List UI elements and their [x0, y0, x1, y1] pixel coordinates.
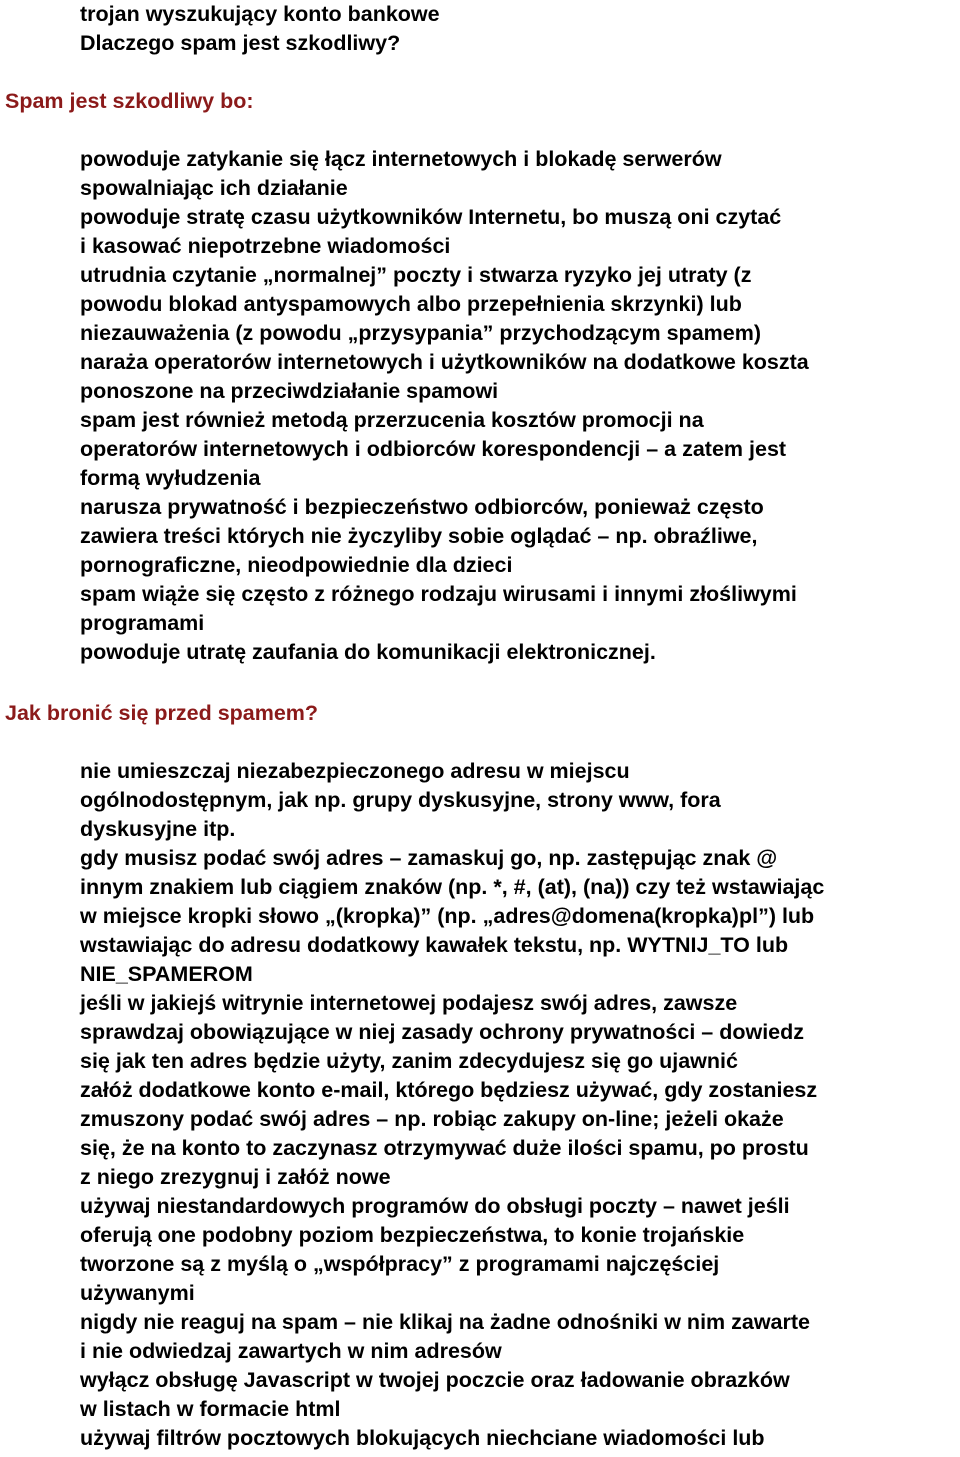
paragraph-line: w listach w formacie html	[80, 1397, 341, 1421]
paragraph-line: tworzone są z myślą o „współpracy” z programami najczęściej	[80, 1252, 720, 1276]
section-heading-how-to-defend: Jak bronić się przed spamem?	[5, 701, 319, 725]
paragraph-line: zmuszony podać swój adres – np. robiąc zakupy on-line; jeżeli okaże	[80, 1107, 784, 1131]
paragraph-line: pornograficzne, nieodpowiednie dla dzieci	[80, 553, 513, 577]
paragraph-line: powoduje stratę czasu użytkowników Internetu, bo muszą oni czytać	[80, 205, 782, 229]
paragraph-line: spowalniając ich działanie	[80, 176, 348, 200]
intro-line: trojan wyszukujący konto bankowe	[80, 2, 440, 26]
paragraph-line: załóż dodatkowe konto e-mail, którego będziesz używać, gdy zostaniesz	[80, 1078, 818, 1102]
paragraph-line: jeśli w jakiejś witrynie internetowej podajesz swój adres, zawsze	[80, 991, 738, 1015]
paragraph-line: używanymi	[80, 1281, 195, 1305]
paragraph-line: zawiera treści których nie życzyliby sobie oglądać – np. obraźliwe,	[80, 524, 758, 548]
paragraph-line: powoduje utratę zaufania do komunikacji elektronicznej.	[80, 640, 656, 664]
intro-line: Dlaczego spam jest szkodliwy?	[80, 31, 401, 55]
paragraph-line: używaj niestandardowych programów do obsługi poczty – nawet jeśli	[80, 1194, 790, 1218]
paragraph-line: formą wyłudzenia	[80, 466, 261, 490]
paragraph-line: i kasować niepotrzebne wiadomości	[80, 234, 451, 258]
paragraph-line: i nie odwiedzaj zawartych w nim adresów	[80, 1339, 502, 1363]
paragraph-line: się, że na konto to zaczynasz otrzymywać duże ilości spamu, po prostu	[80, 1136, 809, 1160]
paragraph-line: w miejsce kropki słowo „(kropka)” (np. „adres@domena(kropka)pl”) lub	[80, 904, 815, 928]
paragraph-line: nie umieszczaj niezabezpieczonego adresu w miejscu	[80, 759, 630, 783]
paragraph-line: nigdy nie reaguj na spam – nie klikaj na żadne odnośniki w nim zawarte	[80, 1310, 811, 1334]
paragraph-line: spam jest również metodą przerzucenia kosztów promocji na	[80, 408, 704, 432]
paragraph-line: narusza prywatność i bezpieczeństwo odbiorców, ponieważ często	[80, 495, 764, 519]
paragraph-line: oferują one podobny poziom bezpieczeństwa, to konie trojańskie	[80, 1223, 745, 1247]
paragraph-line: wstawiając do adresu dodatkowy kawałek tekstu, np. WYTNIJ_TO lub	[80, 933, 789, 957]
paragraph-line: się jak ten adres będzie użyty, zanim zdecydujesz się go ujawnić	[80, 1049, 738, 1073]
paragraph-line: ponoszone na przeciwdziałanie spamowi	[80, 379, 499, 403]
paragraph-line: utrudnia czytanie „normalnej” poczty i stwarza ryzyko jej utraty (z	[80, 263, 752, 287]
paragraph-line: ogólnodostępnym, jak np. grupy dyskusyjne, strony www, fora	[80, 788, 721, 812]
paragraph-line: niezauważenia (z powodu „przysypania” przychodzącym spamem)	[80, 321, 761, 345]
paragraph-line: gdy musisz podać swój adres – zamaskuj go, np. zastępując znak @	[80, 846, 778, 870]
paragraph-line: naraża operatorów internetowych i użytkowników na dodatkowe koszta	[80, 350, 809, 374]
paragraph-line: spam wiąże się często z różnego rodzaju wirusami i innymi złośliwymi	[80, 582, 797, 606]
paragraph-line: operatorów internetowych i odbiorców korespondencji – a zatem jest	[80, 437, 787, 461]
paragraph-line: sprawdzaj obowiązujące w niej zasady ochrony prywatności – dowiedz	[80, 1020, 805, 1044]
paragraph-line: używaj filtrów pocztowych blokujących niechciane wiadomości lub	[80, 1426, 765, 1450]
section-heading-why-harmful: Spam jest szkodliwy bo:	[5, 89, 254, 113]
paragraph-line: programami	[80, 611, 205, 635]
paragraph-line: NIE_SPAMEROM	[80, 962, 253, 986]
paragraph-line: z niego zrezygnuj i załóż nowe	[80, 1165, 391, 1189]
paragraph-line: innym znakiem lub ciągiem znaków (np. *, #, (at), (na)) czy też wstawiając	[80, 875, 825, 899]
paragraph-line: powodu blokad antyspamowych albo przepełnienia skrzynki) lub	[80, 292, 742, 316]
paragraph-line: dyskusyjne itp.	[80, 817, 236, 841]
paragraph-line: wyłącz obsługę Javascript w twojej poczcie oraz ładowanie obrazków	[80, 1368, 790, 1392]
paragraph-line: powoduje zatykanie się łącz internetowych i blokadę serwerów	[80, 147, 722, 171]
